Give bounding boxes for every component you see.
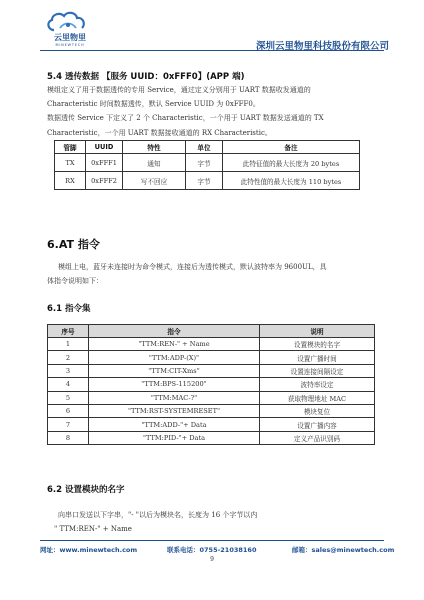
table-cell: "TTM:PID-"+ Data: [89, 431, 260, 444]
page-header: [0, 0, 424, 54]
table-cell: 字节: [186, 154, 223, 172]
table-cell: 设置广播内容: [260, 418, 375, 431]
section-6-2-line-2: " TTM:REN-" + Name: [54, 525, 132, 533]
table-row: [48, 404, 375, 417]
footer-divider: [40, 540, 384, 541]
table-cell: 定义产品识别码: [260, 431, 375, 444]
logo-text: 云里物里: [54, 33, 86, 42]
command-table-header: 序号: [48, 325, 89, 338]
section-6-line-2: 体指令说明如下：: [47, 277, 103, 285]
table-cell: 获取物理地址 MAC: [260, 391, 375, 404]
table-cell: "TTM:REN-" + Name: [89, 338, 260, 351]
uuid-table-header: 单位: [186, 141, 223, 154]
uuid-table-header: UUID: [86, 141, 123, 154]
table-row: [48, 338, 375, 351]
uuid-table: [54, 140, 360, 190]
page-number: 9: [210, 556, 214, 563]
table-cell: "TTM:ADP-(X)": [89, 351, 260, 364]
section-6-2-title: 6.2 设置模块的名字: [47, 485, 125, 495]
table-row: [48, 364, 375, 377]
table-cell: RX: [55, 172, 86, 190]
section-5-4-line-3: 数据透传 Service 下定义了 2 个 Characteristic，一个用于 UART 数据发送通道的 TX: [47, 114, 324, 122]
table-cell: TX: [55, 154, 86, 172]
table-row: [48, 391, 375, 404]
section-5-4-line-2: Characteristic 时间数据透传，默认 Service UUID 为 0xFFF0。: [47, 100, 260, 108]
table-cell: "TTM:MAC-?": [89, 391, 260, 404]
table-cell: 设置连接间隔设定: [260, 364, 375, 377]
table-cell: 字节: [186, 172, 223, 190]
company-logo-icon: [40, 8, 100, 48]
footer-website-link[interactable]: 网址：www.minewtech.com: [40, 546, 138, 554]
section-6-line-1: 模组上电，蓝牙未连接时为命令模式，连接后为透传模式，默认波特率为 9600UL，具: [58, 263, 327, 271]
section-5-4-line-4: Characteristic，一个用 UART 数据接收通道的 RX Characteristic。: [47, 129, 272, 137]
uuid-table-header: 特性: [123, 141, 186, 154]
section-5-4-line-1: 模组定义了用于数据透传的专用 Service，通过定义分别用于 UART 数据收发通道的: [47, 86, 311, 94]
table-cell: 0xFFF2: [86, 172, 123, 190]
company-name: 深圳云里物里科技股份有限公司: [255, 41, 389, 52]
table-cell: 写不回应: [123, 172, 186, 190]
table-cell: 2: [48, 351, 89, 364]
table-cell: "TTM:ADD-"+ Data: [89, 418, 260, 431]
table-cell: 此特征值的最大长度为 20 bytes: [223, 154, 360, 172]
table-cell: 通知: [123, 154, 186, 172]
at-command-table: [47, 324, 375, 445]
table-cell: 6: [48, 404, 89, 417]
uuid-table-header: 备注: [223, 141, 360, 154]
table-cell: 7: [48, 418, 89, 431]
logo-subtext: MINEWTECH: [55, 43, 85, 47]
table-row: [55, 154, 360, 172]
table-row: [48, 431, 375, 444]
table-cell: 波特率设定: [260, 378, 375, 391]
footer-email-link[interactable]: 邮箱：sales@minewtech.com: [292, 546, 395, 554]
table-cell: 3: [48, 364, 89, 377]
table-row: [48, 378, 375, 391]
section-6-1-title: 6.1 指令集: [47, 304, 91, 314]
section-6-title: 6.AT 指令: [47, 238, 100, 251]
table-cell: "TTM:CIT-Xms": [89, 364, 260, 377]
table-row: [48, 351, 375, 364]
table-cell: 0xFFF1: [86, 154, 123, 172]
table-cell: 5: [48, 391, 89, 404]
command-table-header: 指令: [89, 325, 260, 338]
header-divider: [40, 50, 384, 51]
table-cell: "TTM:BPS-115200": [89, 378, 260, 391]
table-cell: 模块复位: [260, 404, 375, 417]
table-row: [55, 172, 360, 190]
table-cell: 设置广播时间: [260, 351, 375, 364]
footer-phone: 联系电话：0755-21038160: [167, 546, 257, 554]
table-cell: 1: [48, 338, 89, 351]
section-6-2-line-1: 向串口发送以下字串，"- "以后为模块名，长度为 16 个字节以内: [58, 511, 258, 519]
table-row: [48, 418, 375, 431]
uuid-table-header: 管脚: [55, 141, 86, 154]
table-cell: 此特性值的最大长度为 110 bytes: [223, 172, 360, 190]
table-cell: 8: [48, 431, 89, 444]
table-cell: 设置模块的名字: [260, 338, 375, 351]
table-cell: 4: [48, 378, 89, 391]
section-5-4-title: 5.4 透传数据 【服务 UUID：0xFFF0】(APP 端): [47, 72, 245, 82]
table-cell: "TTM:RST-SYSTEMRESET": [89, 404, 260, 417]
command-table-header: 说明: [260, 325, 375, 338]
